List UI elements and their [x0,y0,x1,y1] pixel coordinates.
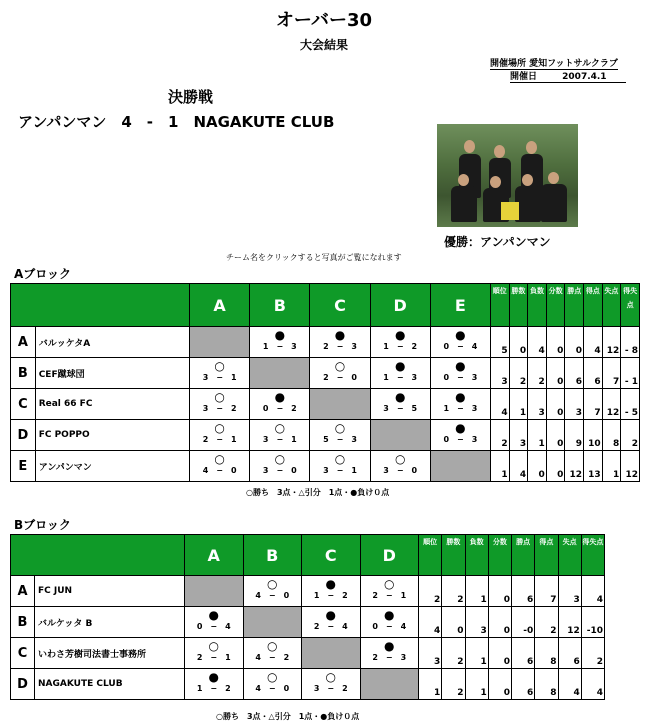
stat-value: 0 [546,389,565,420]
stat-value: 4 [509,451,528,482]
stat-value: 0 [565,327,584,358]
block-a-title: Aブロック [14,267,72,281]
match-result-cell [190,358,250,389]
header-blank-cell [11,284,190,327]
stat-value: 6 [565,358,584,389]
stat-value: 3 [465,607,488,638]
stat-value: 3 [509,420,528,451]
row-letter: D [11,669,35,700]
stat-value: 12 [602,389,621,420]
self-match-cell [360,669,419,700]
match-result-cell [243,576,302,607]
self-match-cell [185,576,244,607]
stat-value: 8 [535,669,558,700]
table-row [11,638,605,669]
loss-mark-icon: ● [334,328,346,342]
stat-value: 3 [528,389,547,420]
win-mark-icon: ○ [384,577,395,591]
stat-value: 10 [584,420,603,451]
stat-header: 得失点 [621,284,640,327]
win-mark-icon: ○ [214,359,225,373]
loss-mark-icon: ● [455,328,466,342]
stat-value: 2 [490,420,509,451]
stat-value: 0 [546,327,565,358]
team-name-link[interactable]: いわさ芳樹司法書士事務所 [35,638,185,669]
win-mark-icon: ○ [214,421,225,435]
match-result-cell [185,638,244,669]
stat-value: 9 [565,420,584,451]
stat-value: 3 [490,358,509,389]
win-mark-icon: ○ [267,577,278,591]
match-result-cell [190,389,250,420]
final-label: 決勝戦 [168,88,214,106]
win-mark-icon: ○ [274,452,286,466]
match-result-cell [370,451,430,482]
match-result-cell [243,669,302,700]
match-score: 1 − 3 [262,342,297,351]
column-header-d: D [360,535,419,576]
stat-value: 1 [602,451,621,482]
match-result-cell [430,389,490,420]
row-letter: D [11,420,36,451]
match-score: 1 − 2 [313,591,348,600]
match-score: 2 − 0 [323,373,357,382]
stat-value: 2 [509,358,528,389]
stat-value: -0 [512,607,535,638]
loss-mark-icon: ● [455,359,466,373]
match-result-cell [430,420,490,451]
win-mark-icon: ○ [214,390,225,404]
table-row [11,389,640,420]
stat-value: 3 [565,389,584,420]
stat-value: 3 [558,576,581,607]
match-result-cell [250,389,310,420]
stat-value: 2 [442,669,465,700]
match-score: 3 − 2 [313,684,348,693]
match-result-cell [360,576,419,607]
row-letter: A [11,576,35,607]
stat-header: 負数 [465,535,488,576]
stat-header: 失点 [602,284,621,327]
loss-mark-icon: ● [455,421,466,435]
match-score: 0 − 2 [262,404,297,413]
match-score: 0 − 4 [443,342,478,351]
date-info [510,69,626,83]
match-result-cell [250,327,310,358]
match-score: 5 − 3 [323,435,357,444]
legend-a: ○勝ち 3点・△引分 1点・●負け０点 [246,488,390,497]
match-result-cell [310,451,370,482]
match-result-cell [430,327,490,358]
stat-value: 13 [584,451,603,482]
match-result-cell [190,451,250,482]
stat-value: 1 [509,389,528,420]
match-result-cell [185,669,244,700]
table-row [11,576,605,607]
row-letter: C [11,638,35,669]
match-score: 2 − 1 [202,435,237,444]
self-match-cell [430,451,490,482]
table-row [11,420,640,451]
stat-header: 順位 [490,284,509,327]
match-result-cell [370,389,430,420]
match-score: 4 − 0 [255,684,290,693]
stat-header: 順位 [419,535,442,576]
stat-value: 7 [602,358,621,389]
column-header-c: C [302,535,361,576]
stat-value: 0 [488,576,511,607]
win-mark-icon: ○ [334,452,346,466]
stat-value: 6 [558,638,581,669]
stat-value: - 1 [621,358,640,389]
loss-mark-icon: ● [455,390,466,404]
column-header-c: C [310,284,370,327]
stat-value: 0 [528,451,547,482]
team-name-link[interactable]: NAGAKUTE CLUB [35,669,185,700]
loss-mark-icon: ● [208,608,219,622]
table-row [11,669,605,700]
stat-value: 8 [535,638,558,669]
match-score: 0 − 4 [372,622,407,631]
stat-value: 0 [546,420,565,451]
match-score: 3 − 2 [202,404,237,413]
stat-value: 2 [442,576,465,607]
match-result-cell [302,576,361,607]
block-a-table [10,283,640,482]
stat-value: 6 [512,638,535,669]
match-result-cell [243,638,302,669]
venue-label: 開催場所 [490,59,527,69]
team-name-link[interactable]: バルケッタ B [35,607,185,638]
table-row [11,451,640,482]
stat-value: 0 [442,607,465,638]
match-score: 2 − 1 [372,591,407,600]
column-header-a: A [190,284,250,327]
stat-value: 3 [419,638,442,669]
stat-header: 勝点 [565,284,584,327]
stat-header: 勝点 [512,535,535,576]
self-match-cell [310,389,370,420]
stat-value: 6 [512,576,535,607]
row-letter: A [11,327,36,358]
stat-header: 分数 [488,535,511,576]
win-mark-icon: ○ [334,359,346,373]
match-score: 1 − 3 [443,404,478,413]
winner-caption: 優勝：アンパンマン [444,235,551,249]
match-result-cell [302,607,361,638]
stat-value: - 5 [621,389,640,420]
loss-mark-icon: ● [274,328,286,342]
stat-value: 2 [442,638,465,669]
match-result-cell [310,420,370,451]
stat-header: 得点 [535,535,558,576]
stat-value: 4 [581,576,604,607]
stat-value: 1 [419,669,442,700]
date-label: 開催日 [510,72,538,82]
win-mark-icon: ○ [214,452,225,466]
team-name-link[interactable]: CEF蹴球団 [35,358,189,389]
stat-value: 6 [512,669,535,700]
match-result-cell [190,420,250,451]
loss-mark-icon: ● [274,390,286,404]
header-blank-cell [11,535,185,576]
stat-value: 2 [419,576,442,607]
stat-value: 0 [509,327,528,358]
team-name-link[interactable]: アンパンマン [35,451,189,482]
match-result-cell [370,358,430,389]
stat-value: 1 [465,576,488,607]
stat-value: 0 [546,451,565,482]
loss-mark-icon: ● [394,359,406,373]
stat-value: 7 [584,389,603,420]
row-letter: B [11,607,35,638]
stat-header: 得失点 [581,535,604,576]
stat-value: 12 [565,451,584,482]
loss-mark-icon: ● [384,639,395,653]
win-mark-icon: ○ [208,639,219,653]
match-score: 3 − 1 [262,435,297,444]
stat-value: 4 [584,327,603,358]
stat-value: 4 [490,389,509,420]
loss-mark-icon: ● [325,577,336,591]
stat-value: 12 [558,607,581,638]
win-mark-icon: ○ [267,670,278,684]
page-title: オーバー30 [275,10,373,31]
stat-header: 分数 [546,284,565,327]
self-match-cell [250,358,310,389]
stat-value: 1 [465,669,488,700]
stat-value: 2 [621,420,640,451]
team-name-link[interactable]: バルッケタA [35,327,189,358]
match-score: 4 − 0 [255,591,290,600]
win-mark-icon: ○ [274,421,286,435]
block-b-table [10,534,605,700]
click-note: チーム名をクリックすると写真がご覧になれます [226,253,402,262]
win-mark-icon: ○ [394,452,406,466]
match-result-cell [310,358,370,389]
stat-value: 7 [535,576,558,607]
team-name-link[interactable]: FC JUN [35,576,185,607]
venue-value: 愛知フットサルクラブ [529,59,618,69]
stat-value: 6 [584,358,603,389]
match-score: 3 − 0 [383,466,418,475]
stat-header: 失点 [558,535,581,576]
stat-value: 0 [488,669,511,700]
stat-value: 4 [419,607,442,638]
match-score: 1 − 3 [383,373,418,382]
stat-value: 2 [581,638,604,669]
column-header-b: B [243,535,302,576]
stat-value: 4 [558,669,581,700]
match-score: 0 − 3 [443,435,478,444]
column-header-d: D [370,284,430,327]
match-score: 4 − 2 [255,653,290,662]
self-match-cell [190,327,250,358]
match-result-cell [360,607,419,638]
stat-value: 4 [581,669,604,700]
stat-header: 勝数 [509,284,528,327]
match-score: 2 − 3 [372,653,407,662]
stat-value: 0 [546,358,565,389]
stat-value: 4 [528,327,547,358]
venue-info [490,56,618,70]
stat-value: 12 [602,327,621,358]
loss-mark-icon: ● [394,390,406,404]
stat-value: 1 [465,638,488,669]
match-result-cell [430,358,490,389]
match-score: 3 − 1 [202,373,237,382]
stat-value: 0 [488,607,511,638]
stat-value: 2 [535,607,558,638]
stat-value: 8 [602,420,621,451]
final-score: アンパンマン 4 - 1 NAGAKUTE CLUB [18,113,335,131]
loss-mark-icon: ● [325,608,336,622]
self-match-cell [302,638,361,669]
team-name-link[interactable]: Real 66 FC [35,389,189,420]
column-header-a: A [185,535,244,576]
table-row [11,607,605,638]
match-score: 2 − 4 [313,622,348,631]
match-score: 1 − 2 [196,684,231,693]
match-result-cell [360,638,419,669]
stat-value: 5 [490,327,509,358]
match-result-cell [250,420,310,451]
loss-mark-icon: ● [208,670,219,684]
win-mark-icon: ○ [334,421,346,435]
team-name-link[interactable]: FC POPPO [35,420,189,451]
match-score: 3 − 0 [262,466,297,475]
match-score: 0 − 4 [196,622,231,631]
stat-value: 0 [488,638,511,669]
self-match-cell [243,607,302,638]
match-score: 3 − 5 [383,404,418,413]
table-row [11,327,640,358]
match-result-cell [310,327,370,358]
win-mark-icon: ○ [267,639,278,653]
page-subtitle: 大会結果 [299,38,348,52]
stat-value: 1 [490,451,509,482]
date-value: 2007.4.1 [562,72,607,82]
stat-value: - 8 [621,327,640,358]
loss-mark-icon: ● [384,608,395,622]
stat-value: 1 [528,420,547,451]
stat-header: 得点 [584,284,603,327]
stat-value: 12 [621,451,640,482]
stat-value: -10 [581,607,604,638]
column-header-e: E [430,284,490,327]
row-letter: B [11,358,36,389]
match-score: 0 − 3 [443,373,478,382]
match-result-cell [250,451,310,482]
loss-mark-icon: ● [394,328,406,342]
match-score: 3 − 1 [323,466,357,475]
match-score: 2 − 3 [323,342,357,351]
legend-b: ○勝ち 3点・△引分 1点・●負け０点 [216,712,360,721]
stat-value: 2 [528,358,547,389]
stat-header: 負数 [528,284,547,327]
win-mark-icon: ○ [325,670,336,684]
stat-header: 勝数 [442,535,465,576]
match-result-cell [370,327,430,358]
column-header-b: B [250,284,310,327]
team-photo [437,124,578,227]
match-result-cell [302,669,361,700]
row-letter: C [11,389,36,420]
table-row [11,358,640,389]
block-b-title: Bブロック [14,518,71,532]
match-result-cell [185,607,244,638]
match-score: 4 − 0 [202,466,237,475]
row-letter: E [11,451,36,482]
match-score: 2 − 1 [196,653,231,662]
self-match-cell [370,420,430,451]
match-score: 1 − 2 [383,342,418,351]
